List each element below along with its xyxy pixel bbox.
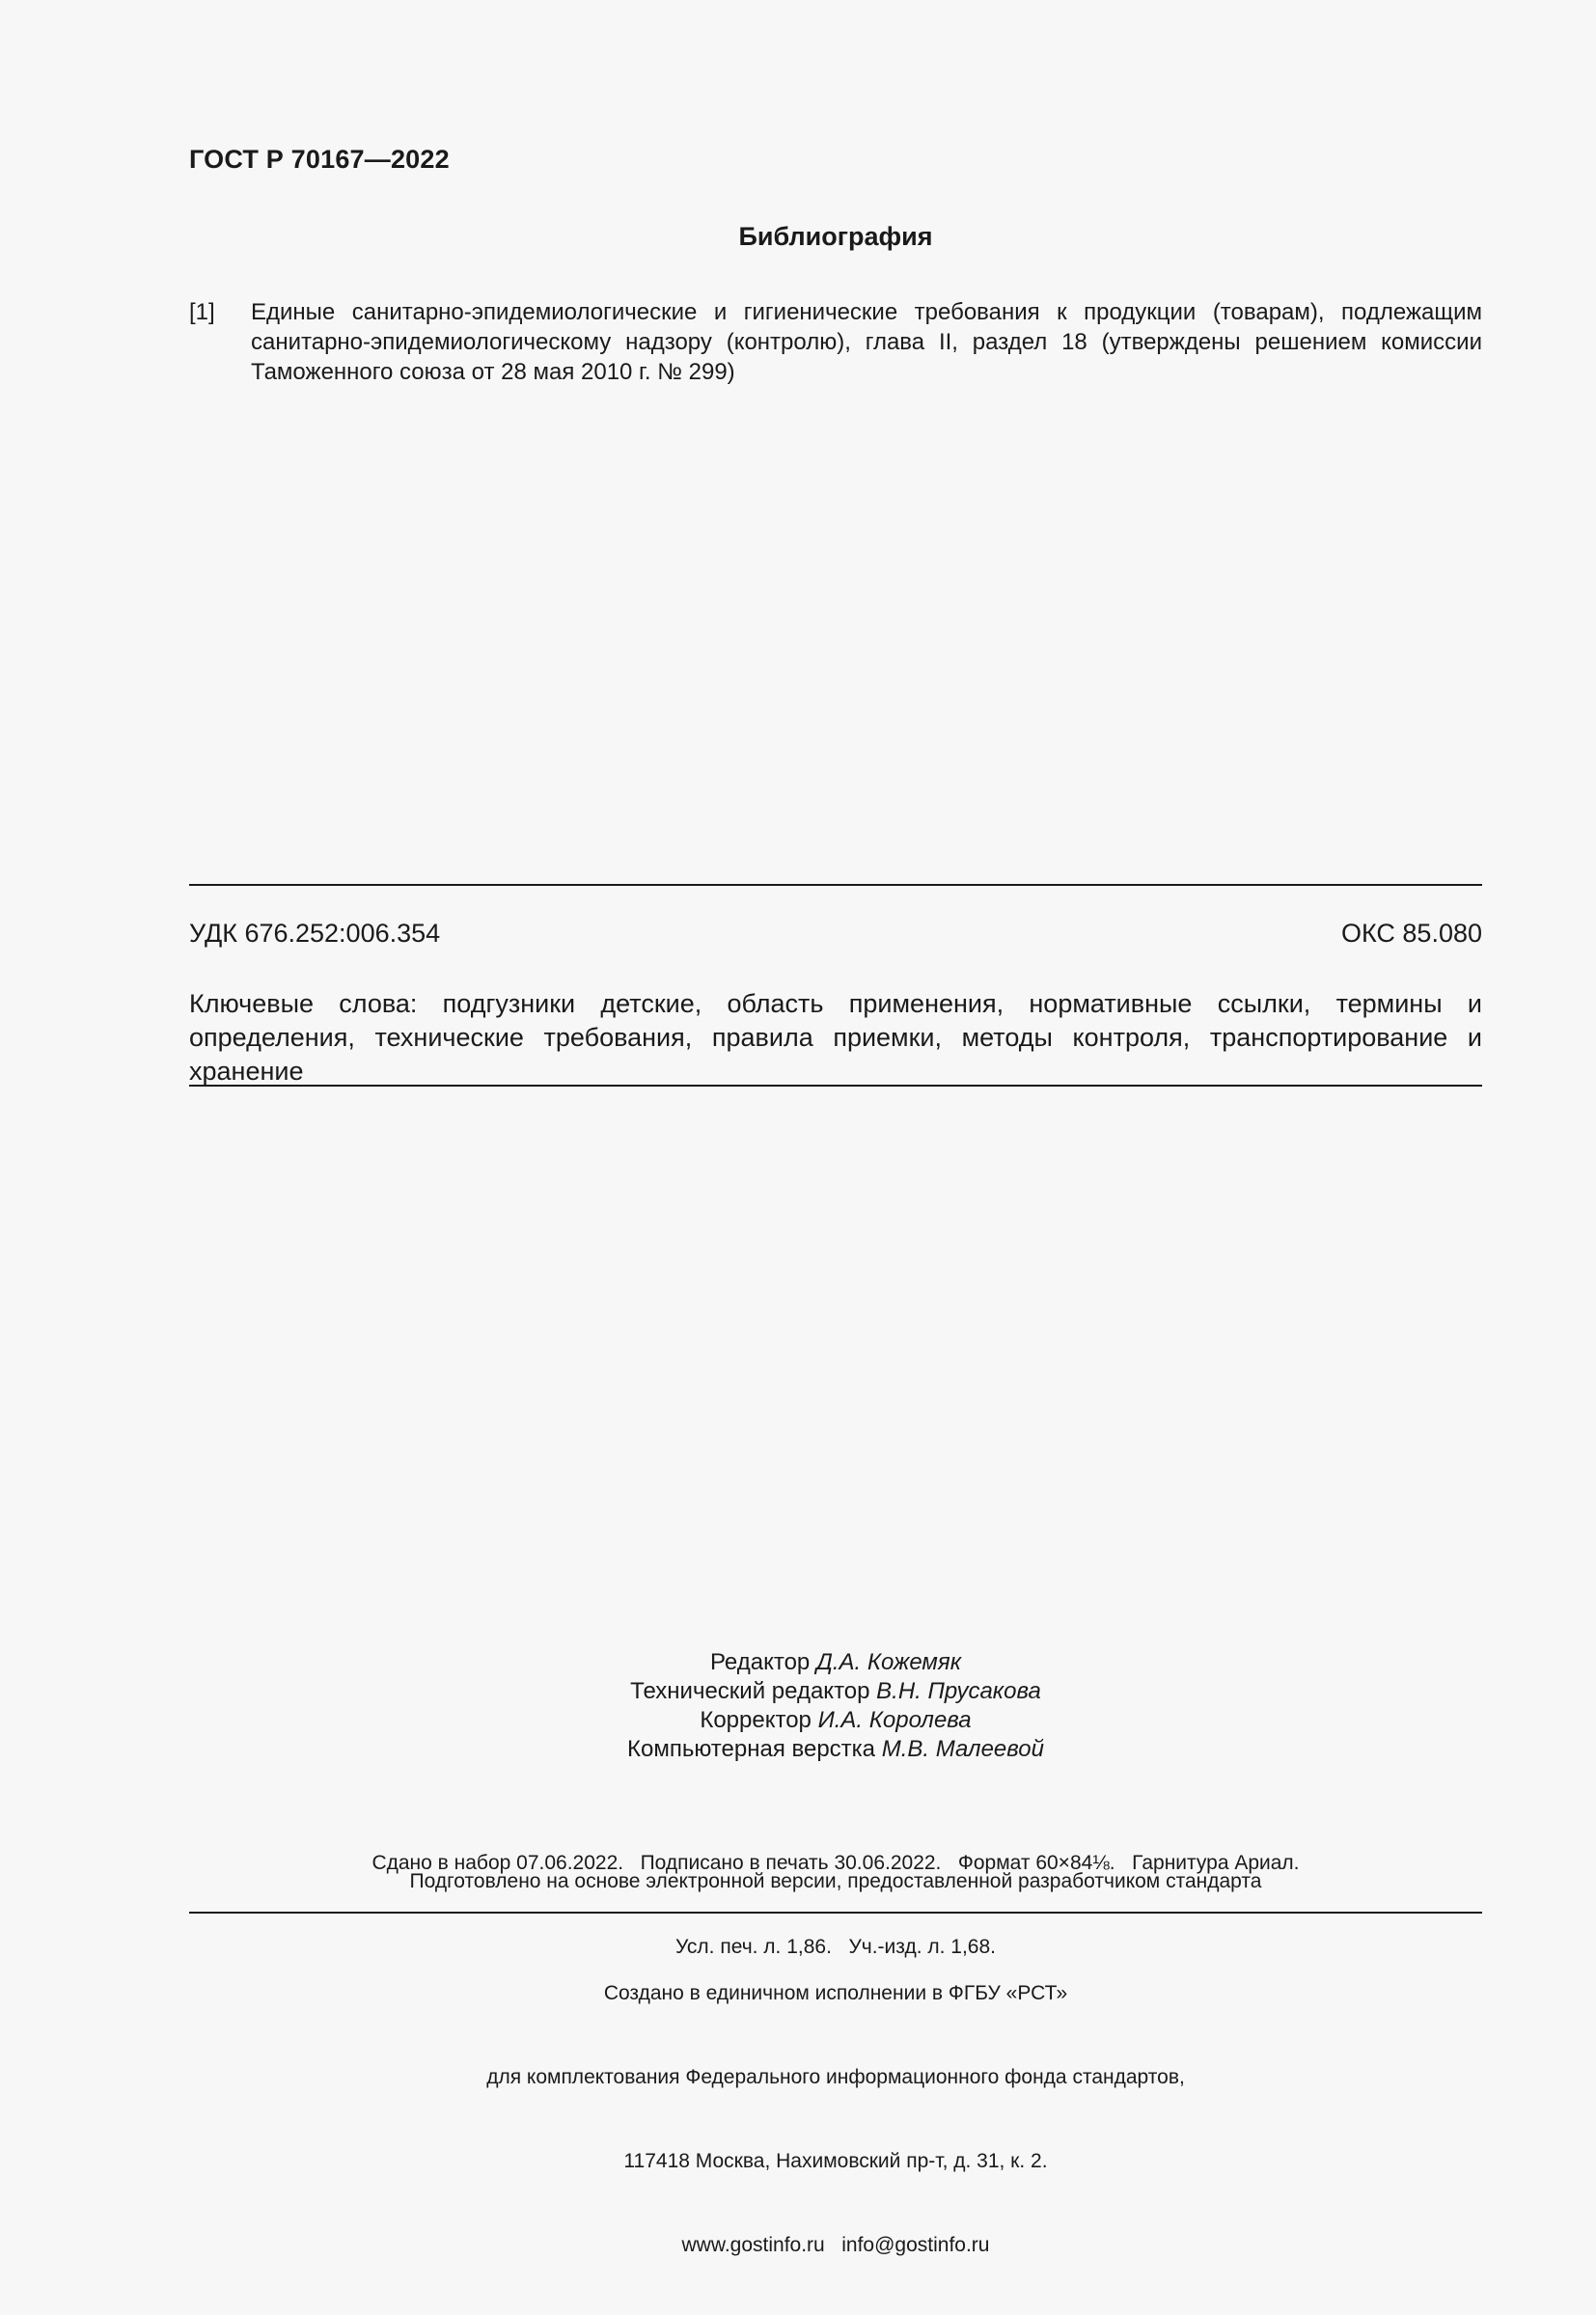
bibliography-title: Библиография bbox=[738, 222, 933, 251]
credit-role: Корректор bbox=[700, 1707, 812, 1733]
print-info-line: Усл. печ. л. 1,86. Уч.-изд. л. 1,68. bbox=[674, 1936, 996, 1958]
divider-bottom bbox=[189, 1912, 1482, 1914]
document-code: ГОСТ Р 70167—2022 bbox=[189, 145, 450, 174]
credit-role: Технический редактор bbox=[630, 1678, 870, 1704]
publisher-email-link[interactable]: info@gostinfo.ru bbox=[841, 2234, 990, 2256]
publisher-website-link[interactable]: www.gostinfo.ru bbox=[681, 2234, 825, 2256]
credit-name: И.А. Королева bbox=[817, 1707, 972, 1733]
credit-proofreader bbox=[189, 1706, 1482, 1735]
credit-role: Редактор bbox=[709, 1649, 811, 1675]
bibliography-entry-number: [1] bbox=[189, 299, 215, 325]
publisher-address: 117418 Москва, Нахимовский пр-т, д. 31, к. 2. bbox=[623, 2150, 1048, 2172]
credits-block bbox=[189, 1648, 1482, 1764]
oks-code: ОКС 85.080 bbox=[1340, 919, 1482, 948]
credit-layout bbox=[189, 1735, 1482, 1764]
divider-top bbox=[189, 884, 1482, 886]
divider-middle bbox=[189, 1085, 1482, 1087]
prepared-note: Подготовлено на основе электронной версии, предоставленной разработчиком стандарта bbox=[409, 1870, 1262, 1892]
udk-code: УДК 676.252:006.354 bbox=[189, 919, 441, 948]
publisher-line: для комплектования Федерального информационного фонда стандартов, bbox=[486, 2066, 1185, 2088]
keywords: Ключевые слова: подгузники детские, область применения, нормативные ссылки, термины и определения, технические требования, правила приемки, методы контроля, транспортирование и хранение bbox=[189, 989, 1482, 1086]
credit-editor bbox=[189, 1648, 1482, 1677]
bibliography-entry bbox=[189, 297, 1482, 387]
publisher-line: Создано в единичном исполнении в ФГБУ «РСТ» bbox=[603, 1982, 1068, 2004]
credit-name: В.Н. Прусакова bbox=[876, 1678, 1041, 1704]
publisher-block bbox=[189, 1923, 1482, 2315]
bibliography-entry-text: Единые санитарно-эпидемиологические и гигиенические требования к продукции (товарам), подлежащим санитарно-эпидемиологическому надзору (контролю), глава II, раздел 18 (утверждены решением комиссии Таможенного союза от 28 мая 2010 г. № 299) bbox=[251, 299, 1482, 385]
print-info-line: Сдано в набор 07.06.2022. Подписано в печать 30.06.2022. Формат 60×84⅛. Гарнитура Ариал. bbox=[371, 1852, 1300, 1874]
credit-name: Д.А. Кожемяк bbox=[815, 1649, 962, 1675]
credit-name: М.В. Малеевой bbox=[881, 1736, 1044, 1762]
credit-role: Компьютерная верстка bbox=[627, 1736, 876, 1762]
credit-technical-editor bbox=[189, 1677, 1482, 1706]
publisher-contacts bbox=[189, 2231, 1482, 2259]
